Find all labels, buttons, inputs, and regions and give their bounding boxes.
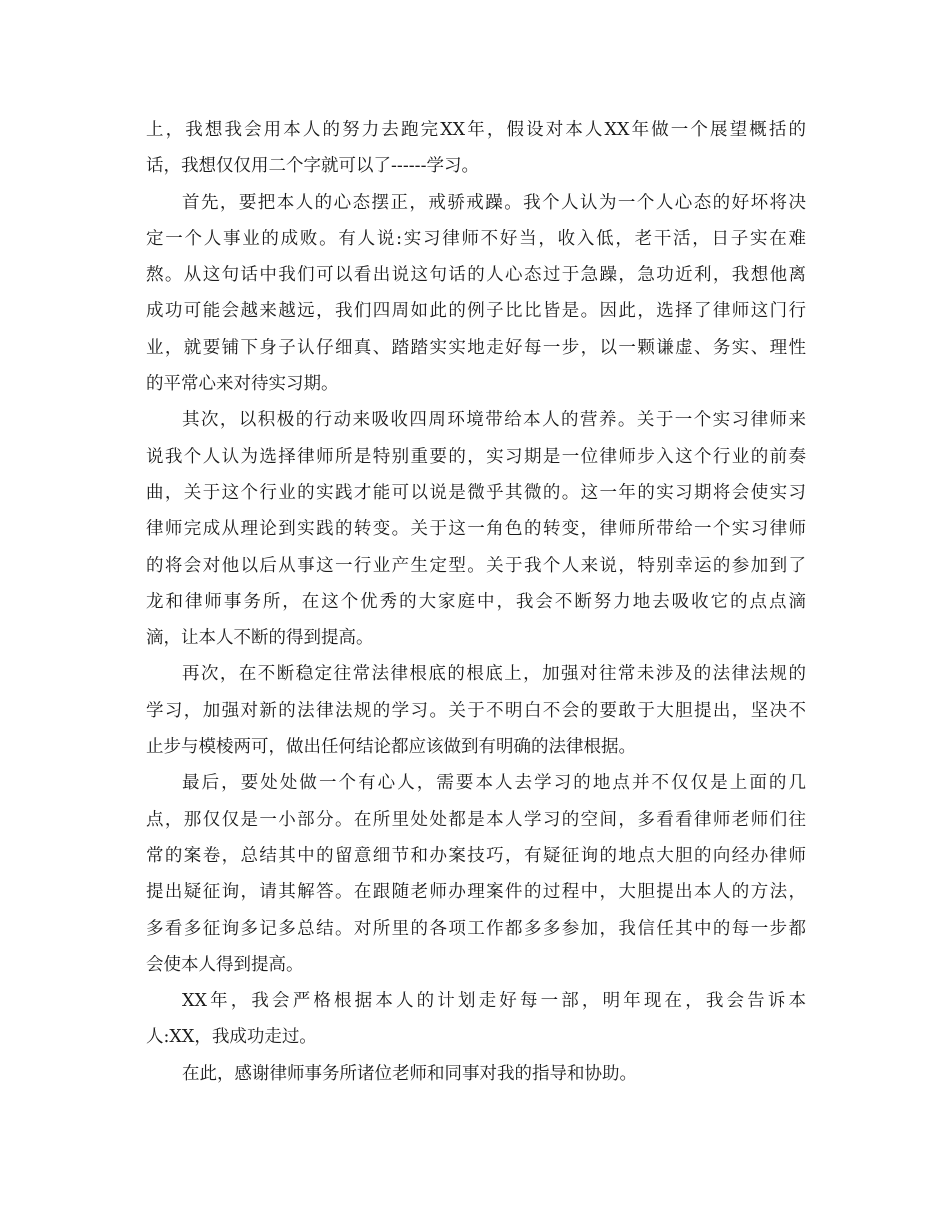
paragraph-thanks <box>146 1056 806 1092</box>
text-line: 的将会对他以后从事这一行业产生定型。关于我个人来说，特别幸运的参加到了 <box>146 555 806 576</box>
text-line: 滴，让本人不断的得到提高。 <box>146 628 374 649</box>
text-line: 话，我想仅仅用二个字就可以了------学习。 <box>146 156 479 177</box>
text-line: XX年，我会严格根据本人的计划走好每一部，明年现在，我会告诉本 <box>182 991 806 1012</box>
text-line: 多看多征询多记多总结。对所里的各项工作都多多参加，我信任其中的每一步都 <box>146 918 806 939</box>
text-line: 会使本人得到提高。 <box>146 954 304 975</box>
text-line: 常的案卷，总结其中的留意细节和办案技巧，有疑征询的地点大胆的向经办律师 <box>146 845 806 866</box>
text-line: 律师完成从理论到实践的转变。关于这一角色的转变，律师所带给一个实习律师 <box>146 519 806 540</box>
text-line: 曲，关于这个行业的实践才能可以说是微乎其微的。这一年的实习期将会使实习 <box>146 482 806 503</box>
text-line: 首先，要把本人的心态摆正，戒骄戒躁。我个人认为一个人心态的好坏将决 <box>182 192 806 213</box>
text-line: 最后，要处处做一个有心人，需要本人去学习的地点并不仅仅是上面的几 <box>182 773 806 794</box>
text-line: 业，就要铺下身子认仔细真、踏踏实实地走好每一步，以一颗谦虚、务实、理性 <box>146 337 806 358</box>
text-line: 止步与模棱两可，做出任何结论都应该做到有明确的法律根据。 <box>146 737 636 758</box>
text-line: 提出疑征询，请其解答。在跟随老师办理案件的过程中，大胆提出本人的方法， <box>146 882 806 903</box>
text-line: 点，那仅仅是一小部分。在所里处处都是本人学习的空间，多看看律师老师们往 <box>146 809 806 830</box>
text-line: 再次，在不断稳定往常法律根底的根底上，加强对往常未涉及的法律法规的 <box>182 664 806 685</box>
text-line: 学习，加强对新的法律法规的学习。关于不明白不会的要敢于大胆提出，坚决不 <box>146 700 806 721</box>
paragraph-last <box>146 765 806 983</box>
paragraph-second <box>146 402 806 656</box>
paragraph-third <box>146 656 806 765</box>
text-line: 人:XX，我成功走过。 <box>146 1027 317 1048</box>
text-line: 定一个人事业的成败。有人说:实习律师不好当，收入低，老干活，日子实在难 <box>146 228 806 249</box>
document-body <box>146 112 806 1092</box>
paragraph-plan <box>146 983 806 1056</box>
text-line: 在此，感谢律师事务所诸位老师和同事对我的指导和协助。 <box>182 1063 637 1084</box>
paragraph-first <box>146 185 806 403</box>
paragraph-intro <box>146 112 806 185</box>
text-line: 成功可能会越来越远，我们四周如此的例子比比皆是。因此，选择了律师这门行 <box>146 301 806 322</box>
text-line: 熬。从这句话中我们可以看出说这句话的人心态过于急躁，急功近利，我想他离 <box>146 265 806 286</box>
text-line: 其次，以积极的行动来吸收四周环境带给本人的营养。关于一个实习律师来 <box>182 410 806 431</box>
text-line: 说我个人认为选择律师所是特别重要的，实习期是一位律师步入这个行业的前奏 <box>146 446 806 467</box>
text-line: 上，我想我会用本人的努力去跑完XX年，假设对本人XX年做一个展望概括的 <box>146 120 806 140</box>
text-line: 的平常心来对待实习期。 <box>146 374 339 395</box>
text-line: 龙和律师事务所，在这个优秀的大家庭中，我会不断努力地去吸收它的点点滴 <box>146 591 806 612</box>
